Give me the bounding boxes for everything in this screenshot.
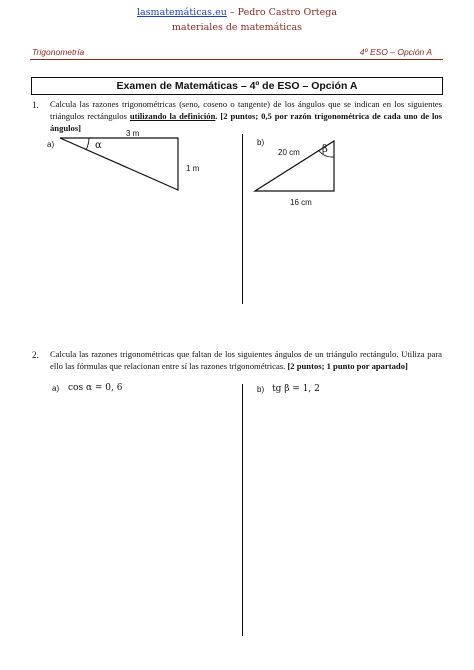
q1-fig-b-label: b) [257, 138, 265, 147]
site-link[interactable]: lasmatemáticas.eu [136, 7, 227, 18]
q2-part-a-formula: cos α = 0, 6 [68, 383, 123, 393]
q1-divider [242, 134, 243, 304]
q1-fig-b-bottom: 16 cm [290, 198, 312, 207]
q1-text-underlined: utilizando la definición [129, 111, 216, 121]
q1-fig-a-label: a) [47, 140, 55, 149]
q2-text-points: [2 puntos; 1 punto por apartado] [287, 361, 408, 371]
q2-part-b-label: b) [257, 385, 265, 394]
q1-number: 1. [32, 100, 39, 110]
q1-fig-b-triangle [250, 135, 350, 197]
header-subtitle: materiales de matemáticas [171, 22, 303, 33]
q2-text [50, 348, 442, 372]
q1-fig-a-angle: α [95, 140, 102, 151]
q1-text [50, 98, 442, 134]
q2-part-a-label: a) [52, 384, 60, 393]
q1-fig-a-top-side: 3 m [126, 129, 140, 138]
header-section: Trigonometría [32, 47, 85, 57]
author-name: – Pedro Castro Ortega [226, 7, 337, 18]
q1-fig-b-hyp: 20 cm [278, 148, 300, 157]
q1-fig-b-angle: β [322, 144, 328, 155]
q1-fig-a-right-side: 1 m [186, 164, 200, 173]
q2-divider [242, 384, 243, 636]
q1-text-main: Calcula las razones trigonométricas (seno, coseno o tangente) de los ángulos que se indican en los siguientes triángulos rectángulos [50, 99, 442, 121]
header-rule [30, 59, 443, 60]
exam-title: Examen de Matemáticas – 4º de ESO – Opción A [31, 77, 443, 95]
q2-part-b-formula: tg β = 1, 2 [272, 384, 320, 394]
q2-number: 2. [32, 350, 39, 360]
q2-text-main: Calcula las razones trigonométricas que faltan de los siguientes ángulos de un triángulo rectángulo. Utiliza para ello las fórmulas que relacionan entre sí las razones trigonométricas. [50, 349, 442, 371]
header-site-line [0, 7, 474, 18]
q1-fig-a-triangle [55, 135, 185, 195]
header-course: 4º ESO – Opción A [359, 47, 432, 57]
q1-text-points: . [2 puntos; 0,5 por razón trigonométrica de cada uno de los ángulos] [50, 111, 443, 133]
